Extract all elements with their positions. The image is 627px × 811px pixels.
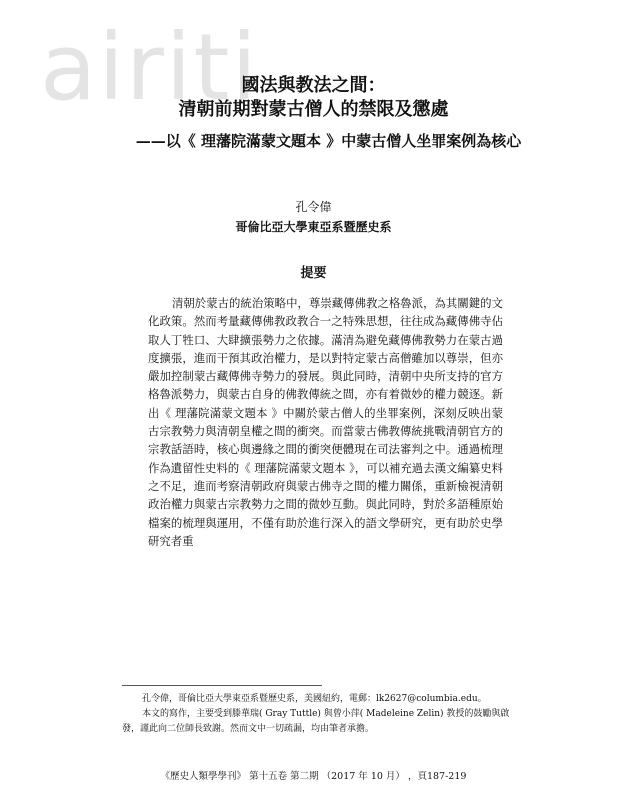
author-name: 孔令偉 [295,200,332,214]
journal-running-footer: 《歷史人類學學刊》 第十五卷 第二期 （2017 年 10 月） ，頁187-219 [160,771,467,782]
title-line-2: 清朝前期對蒙古僧人的禁限及懲處 [178,99,449,120]
article-title-block [0,74,627,152]
author-affiliation: 哥倫比亞大學東亞系暨歷史系 [235,220,392,234]
footnote-author: 孔令偉，哥倫比亞大學東亞系暨歷史系，美國紐約，電郵：lk2627@columbia.edu。 [142,694,487,704]
abstract-paragraph: 清朝於蒙古的統治策略中，尊崇藏傳佛教之格魯派，為其關鍵的文化政策。然而考量藏傳佛教政教合一之特殊思想，往往成為藏傳佛寺佔取人丁牲口、大肆擴張勢力之依據。滿清為避免藏傳佛教勢力在蒙古過度擴張，進而干預其政治權力，是以對特定蒙古高僧雖加以尊崇，但亦嚴加控制蒙古藏傳佛寺勢力的發展。與此同時，清朝中央所支持的官方格魯派勢力，與蒙古自身的佛教傳統之間，亦有着微妙的權力競逐。新出《 理藩院滿蒙文題本 》中關於蒙古僧人的坐罪案例，深刻反映出蒙古宗教勢力與清朝皇權之間的衝突。而當蒙古佛教傳統挑戰清朝官方的宗教話語時，核心與邊緣之間的衝突便體現在司法審判之中。通過梳理作為遺留性史料的《 理藩院滿蒙文題本 》，可以補充過去漢文編纂史料之不足，進而考察清朝政府與蒙古佛寺之間的權力關係，重新檢視清朝政治權力與蒙古宗教勢力之間的微妙互動。與此同時，對於多語種原始檔案的梳理與運用，不僅有助於進行深入的語文學研究，更有助於史學研究者重 [148,296,503,548]
footnote-acknowledgement: 本文的寫作，主要受到滕華瑞( Gray Tuttle) 與曾小萍( Madeleine Zelin) 教授的鼓勵與啟發，謹此向二位師長致謝。然而文中一切疏漏，均由筆者承擔。 [122,709,510,734]
footnote-divider [122,685,322,686]
title-line-1: 國法與教法之間： [241,75,386,96]
abstract-heading: 提要 [300,266,327,281]
abstract-body [148,294,503,550]
subtitle: ——以《 理藩院滿蒙文題本 》中蒙古僧人坐罪案例為核心 [135,132,522,150]
footnotes [122,692,522,737]
airiti-watermark: airiti [40,14,259,121]
